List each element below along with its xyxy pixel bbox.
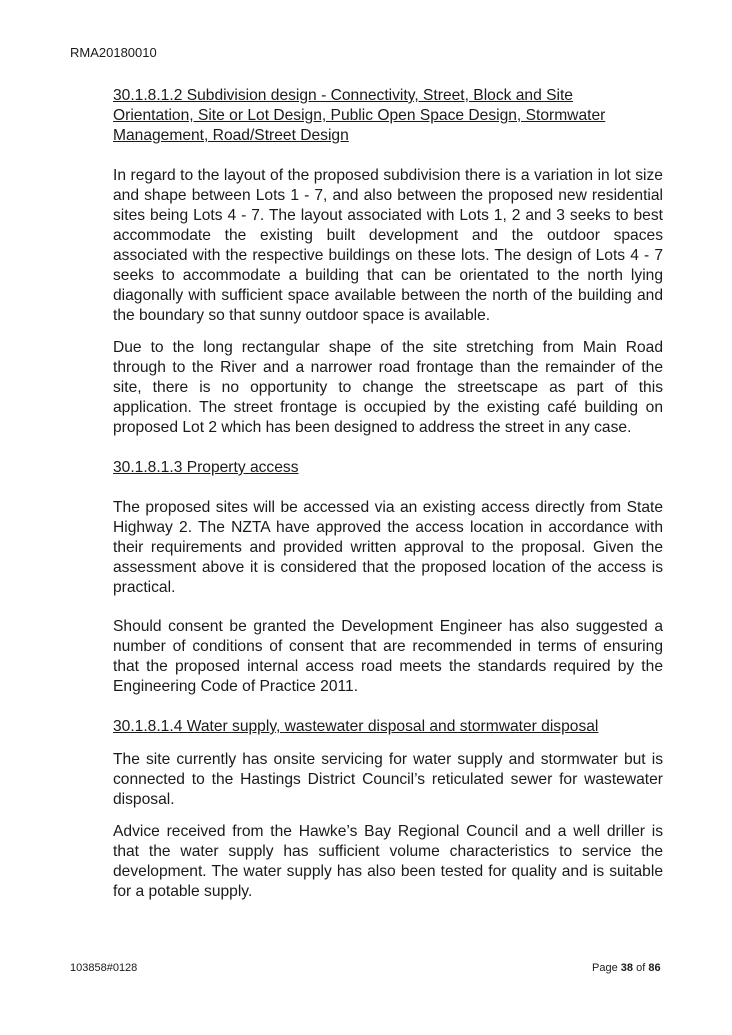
section-heading-water-supply: 30.1.8.1.4 Water supply, wastewater disposal and stormwater disposal — [113, 718, 599, 735]
paragraph-water-advice: Advice received from the Hawke’s Bay Regional Council and a well driller is that the water supply has sufficient volume characteristics to service the development. The water supply has also been tested for quality and is suitable for a potable supply. — [113, 823, 663, 900]
page-word: Page — [592, 962, 618, 974]
document-reference: RMA20180010 — [70, 45, 157, 60]
footer-file-reference: 103858#0128 — [70, 962, 138, 974]
section-heading-subdivision-design: 30.1.8.1.2 Subdivision design - Connectivity, Street, Block and Site Orientation, Site or Lot Design, Public Open Space Design, Stormwater Management, Road/Street Design — [113, 87, 606, 144]
document-body — [113, 86, 663, 902]
page-number — [592, 962, 661, 974]
paragraph-onsite-servicing: The site currently has onsite servicing for water supply and stormwater but is connected to the Hastings District Council’s reticulated sewer for wastewater disposal. — [113, 751, 663, 808]
paragraph-access-nzta: The proposed sites will be accessed via an existing access directly from State Highway 2. The NZTA have approved the access location in accordance with their requirements and provided written approval to the proposal. Given the assessment above it is considered that the proposed location of the access is practical. — [113, 499, 663, 596]
paragraph-development-engineer: Should consent be granted the Development Engineer has also suggested a number of conditions of consent that are recommended in terms of ensuring that the proposed internal access road meets the standards required by the Engineering Code of Practice 2011. — [113, 618, 663, 695]
page-current: 38 — [620, 962, 634, 974]
paragraph-streetscape: Due to the long rectangular shape of the site stretching from Main Road through to the River and a narrower road frontage than the remainder of the site, there is no opportunity to change the streetscape as part of this application. The street frontage is occupied by the existing café building on proposed Lot 2 which has been designed to address the street in any case. — [113, 339, 663, 436]
section-heading-property-access: 30.1.8.1.3 Property access — [113, 459, 299, 476]
page-of: of — [636, 962, 646, 974]
page-total: 86 — [648, 962, 661, 974]
paragraph-subdivision-layout: In regard to the layout of the proposed subdivision there is a variation in lot size and shape between Lots 1 - 7, and also between the proposed new residential sites being Lots 4 - 7. The layout associated with Lots 1, 2 and 3 seeks to best accommodate the existing built development and the outdoor spaces associated with the respective buildings on these lots. The design of Lots 4 - 7 seeks to accommodate a building that can be orientated to the north lying diagonally with sufficient space available between the north of the building and the boundary so that sunny outdoor space is available. — [113, 167, 663, 324]
